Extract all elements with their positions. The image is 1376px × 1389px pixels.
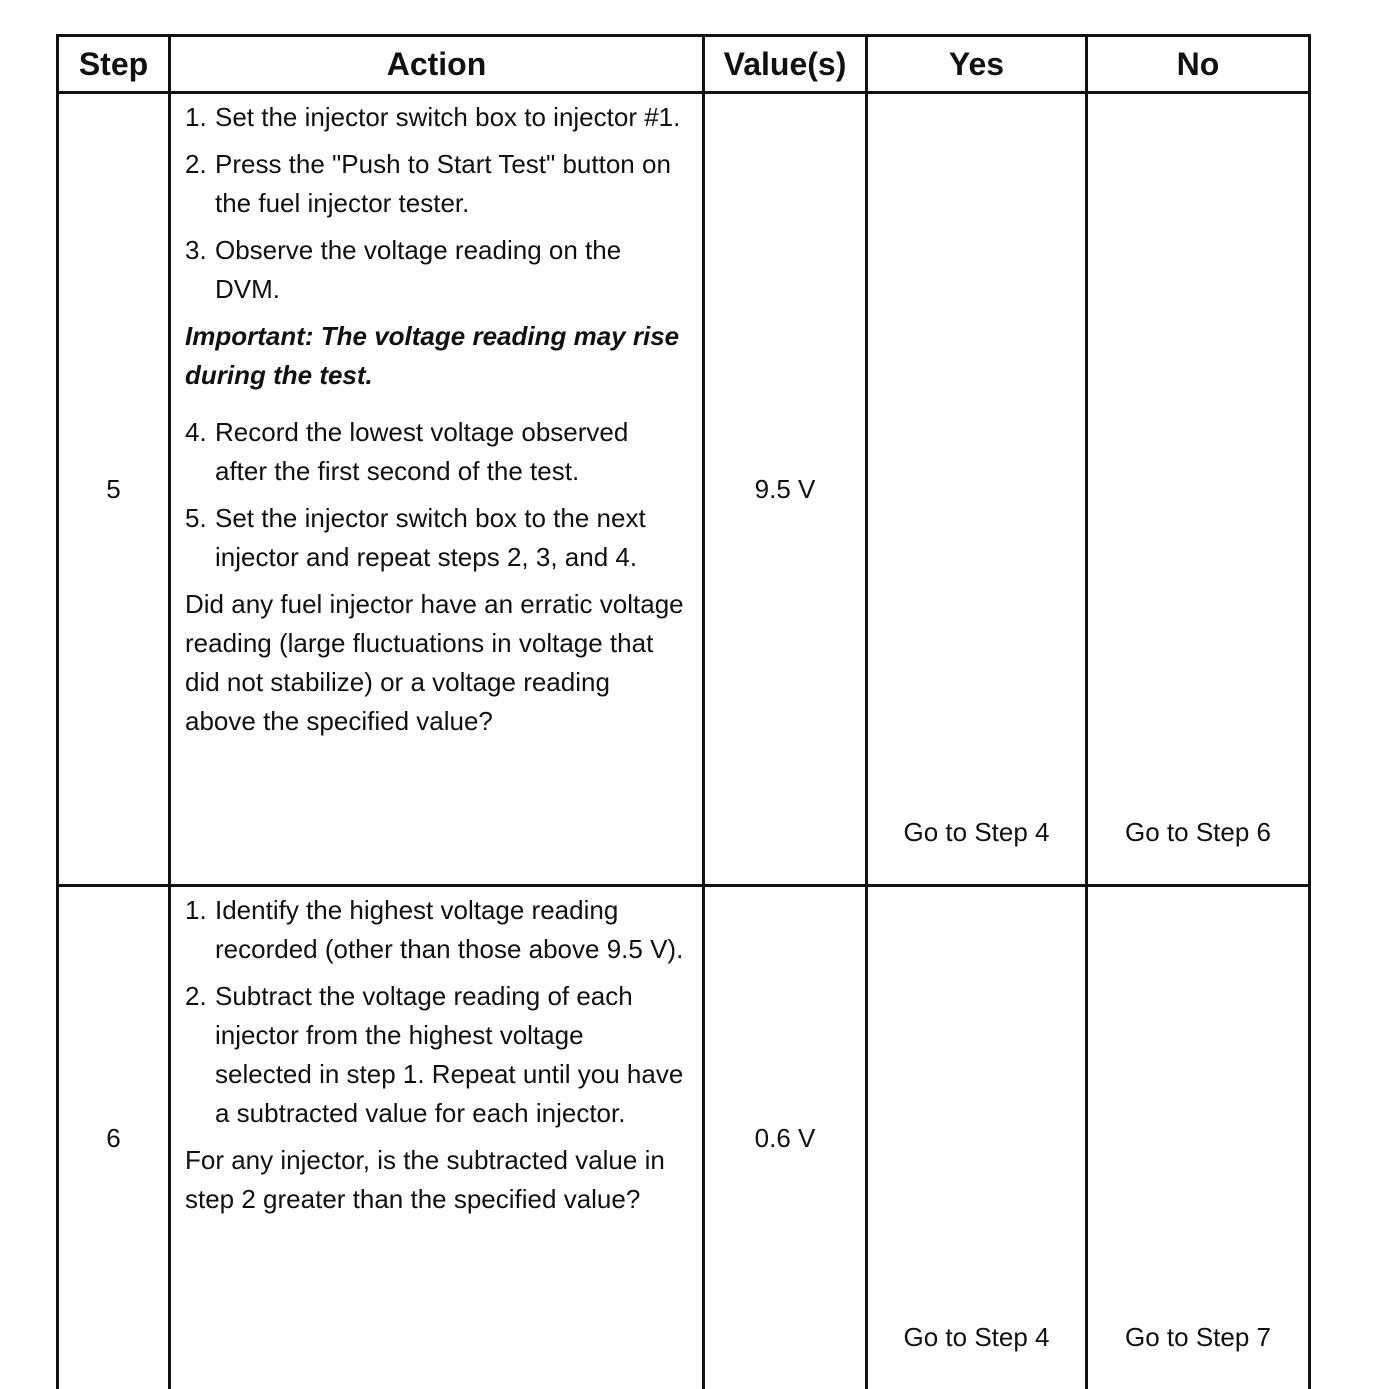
- action-step: [185, 413, 684, 491]
- step-text: Press the "Push to Start Test" button on the fuel injector tester.: [215, 145, 684, 223]
- step-index: 2.: [185, 145, 215, 223]
- action-question: Did any fuel injector have an erratic voltage reading (large fluctuations in voltage that did not stabilize) or a voltage reading above the specified value?: [185, 585, 684, 741]
- table-row: [58, 886, 1310, 1389]
- header-step: Step: [58, 36, 170, 93]
- action-steps: [185, 98, 684, 309]
- important-note: Important: The voltage reading may rise during the test.: [185, 317, 684, 395]
- header-yes: Yes: [867, 36, 1087, 93]
- yes-outcome: Go to Step 4: [867, 93, 1087, 886]
- action-steps-continued: [185, 413, 684, 577]
- step-index: 1.: [185, 891, 215, 969]
- step-index: 4.: [185, 413, 215, 491]
- no-outcome: Go to Step 7: [1087, 886, 1310, 1389]
- step-text: Record the lowest voltage observed after the first second of the test.: [215, 413, 684, 491]
- step-index: 1.: [185, 98, 215, 137]
- no-outcome: Go to Step 6: [1087, 93, 1310, 886]
- action-cell: [170, 93, 704, 886]
- diagnostic-table: [56, 34, 1311, 1389]
- action-question: For any injector, is the subtracted value in step 2 greater than the specified value?: [185, 1141, 684, 1219]
- yes-outcome: Go to Step 4: [867, 886, 1087, 1389]
- step-text: Set the injector switch box to the next injector and repeat steps 2, 3, and 4.: [215, 499, 684, 577]
- action-step: [185, 499, 684, 577]
- header-no: No: [1087, 36, 1310, 93]
- action-step: [185, 977, 684, 1133]
- header-action: Action: [170, 36, 704, 93]
- action-step: [185, 145, 684, 223]
- action-step: [185, 891, 684, 969]
- table-row: [58, 93, 1310, 886]
- step-text: Set the injector switch box to injector #1.: [215, 98, 684, 137]
- step-index: 2.: [185, 977, 215, 1133]
- specified-value: 0.6 V: [704, 886, 867, 1389]
- specified-value: 9.5 V: [704, 93, 867, 886]
- step-text: Observe the voltage reading on the DVM.: [215, 231, 684, 309]
- step-index: 5.: [185, 499, 215, 577]
- header-values: Value(s): [704, 36, 867, 93]
- step-index: 3.: [185, 231, 215, 309]
- step-text: Subtract the voltage reading of each injector from the highest voltage selected in step 1. Repeat until you have a subtracted value for each injector.: [215, 977, 684, 1133]
- action-step: [185, 98, 684, 137]
- action-step: [185, 231, 684, 309]
- step-number: 6: [58, 886, 170, 1389]
- step-number: 5: [58, 93, 170, 886]
- step-text: Identify the highest voltage reading recorded (other than those above 9.5 V).: [215, 891, 684, 969]
- action-steps: [185, 891, 684, 1133]
- action-cell: [170, 886, 704, 1389]
- header-row: [58, 36, 1310, 93]
